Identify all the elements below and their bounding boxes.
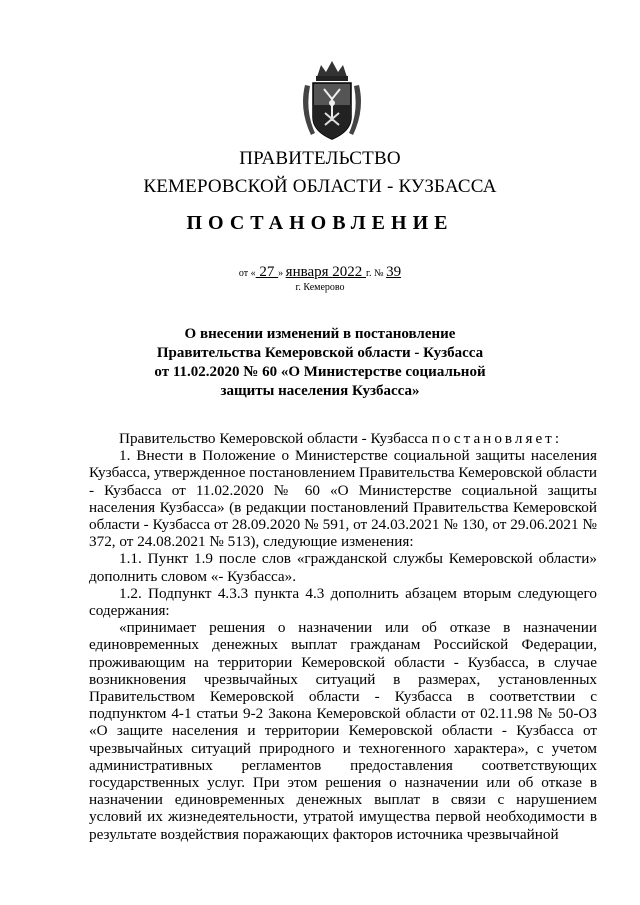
date-year: 2022 (332, 264, 367, 280)
document-body (89, 430, 597, 843)
date-prefix: от « (238, 268, 256, 279)
subject-line: защиты населения Кузбасса» (220, 383, 420, 399)
paragraph-1: 1. Внести в Положение о Министерстве социальной защиты населения Кузбасса, утвержденное постановлением Правительства Кемеровской области - Кузбасса от 11.02.2020 № 60 «О Министерстве социальной защиты населения Кузбасса» (в редакции постановлений Правительства Кемеровской области - Кузбасса от 28.09.2020 № 591, от 24.03.2021 № 130, от 29.06.2021 № 372, от 24.08.2021 № 513), следующие изменения: (89, 447, 597, 551)
document-number: 39 (386, 264, 402, 280)
subject-line: О внесении изменений в постановление (184, 326, 456, 342)
paragraph-1-1: 1.1. Пункт 1.9 после слов «гражданской службы Кемеровской области» дополнить словом «- Кузбасса». (89, 550, 597, 585)
date-year-suffix: г. № (366, 268, 387, 279)
paragraph-1-2: 1.2. Подпункт 4.3.3 пункта 4.3 дополнить абзацем вторым следующего содержания: (89, 584, 597, 620)
document-type-title: ПОСТАНОВЛЕНИЕ (186, 212, 454, 234)
subject-line: от 11.02.2020 № 60 «О Министерстве социальной (154, 364, 486, 380)
subject-line: Правительства Кемеровской области - Кузбасса (156, 345, 484, 361)
date-mid: » (278, 268, 286, 279)
coat-of-arms-icon (297, 55, 367, 145)
date-day: 27 (255, 264, 279, 280)
document-subject (140, 325, 500, 401)
decree-word: постановляет: (431, 430, 563, 447)
organization-name-line1: ПРАВИТЕЛЬСТВО (239, 148, 401, 169)
date-number-line (0, 264, 640, 281)
intro-text: Правительство Кемеровской области - Кузбасса (119, 430, 432, 447)
date-month: января (285, 264, 333, 280)
city-name: г. Кемерово (295, 282, 345, 293)
paragraph-quote: «принимает решения о назначении или об отказе в назначении единовременных денежных выплат гражданам Российской Федерации, проживающим на территории Кемеровской области - Кузбасса, в случае возникновения чрезвычайных ситуаций в размерах, установленных Правительством Кемеровской области - Кузбасса в соответствии с подпунктом 4-1 статьи 9-2 Закона Кемеровской области от 02.11.98 № 50-ОЗ «О защите населения и территории Кемеровской области - Кузбасса от чрезвычайных ситуаций природного и техногенного характера», с учетом административных регламентов предоставления соответствующих государственных услуг. При этом решения о назначении или об отказе в назначении единовременных денежных выплат в связи с нарушением условий их жизнедеятельности, утратой имущества первой необходимости в результате воздействия поражающих факторов источника чрезвычайной (89, 619, 597, 843)
organization-name-line2: КЕМЕРОВСКОЙ ОБЛАСТИ - КУЗБАССА (143, 176, 497, 197)
intro-paragraph (89, 430, 597, 447)
